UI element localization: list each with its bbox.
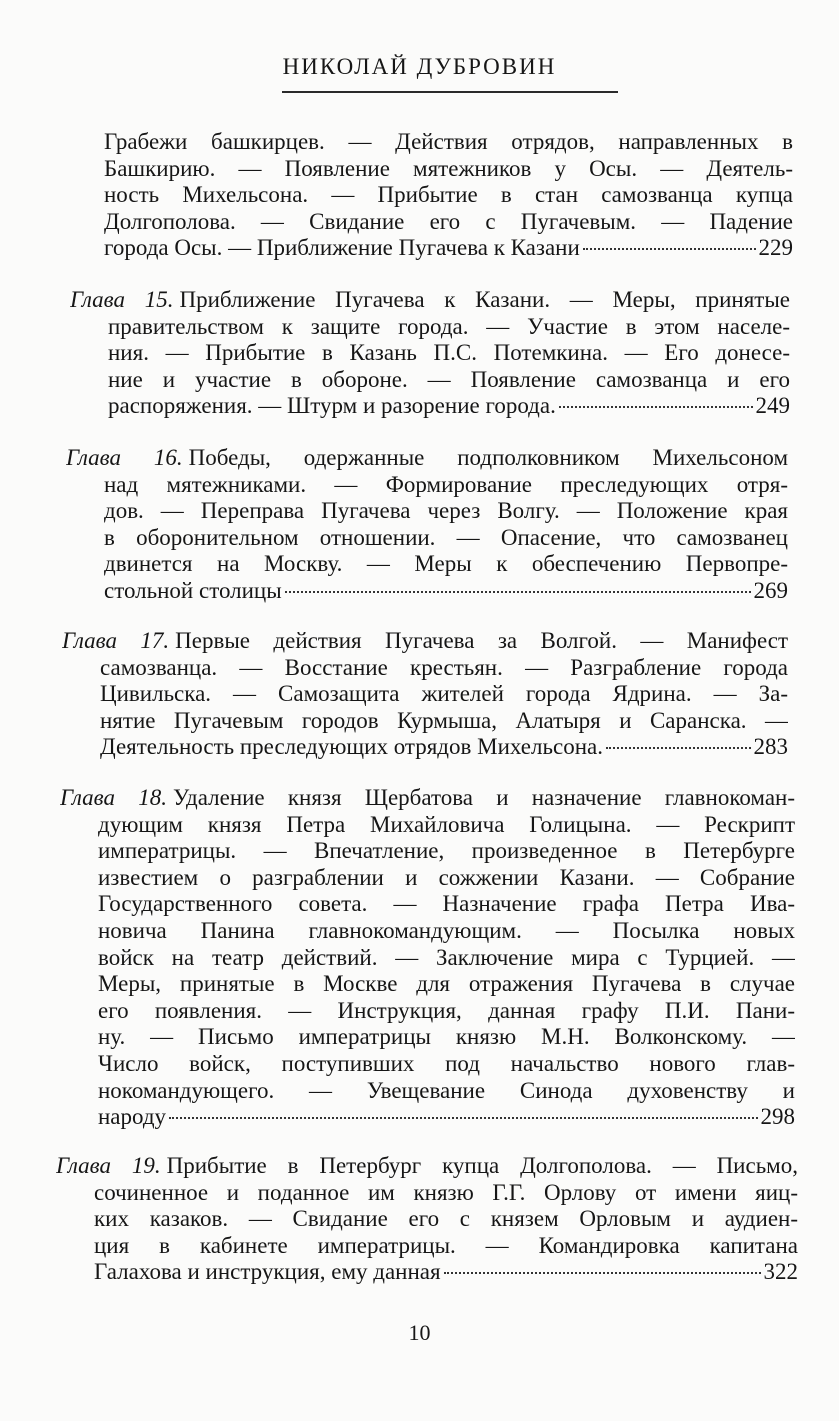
- toc-line-text: двинется на Москву. — Меры к обеспечению Первопре-: [104, 551, 788, 577]
- toc-line: [60, 1078, 795, 1105]
- toc-line-text: войск на театр действий. — Заключение мира с Турцией. —: [98, 944, 795, 970]
- toc-line: [56, 1153, 798, 1180]
- toc-line: [66, 551, 788, 578]
- toc-line: [70, 287, 790, 314]
- toc-line-text: императрицы. — Впечатление, произведенное в Петербурге: [98, 838, 795, 864]
- toc-line: [70, 367, 790, 394]
- toc-page-number: 249: [755, 393, 790, 419]
- toc-line-text: Деятельность преследующих отрядов Михельсона.: [100, 734, 603, 760]
- toc-line: [62, 628, 788, 655]
- toc-line-text: Прибытие в Петербург купца Долгополова. — Письмо,: [166, 1153, 798, 1178]
- toc-line: [66, 498, 788, 525]
- toc-line: [62, 708, 788, 735]
- toc-line: [56, 1259, 798, 1286]
- toc-line-text: Меры, принятые в Москве для отражения Пугачева в случае: [98, 971, 795, 997]
- chapter-label: Глава 17.: [62, 628, 170, 653]
- toc-line: [104, 235, 793, 262]
- toc-line-text: известием о разграблении и сожжении Казани. — Собрание: [98, 864, 795, 890]
- toc-line-text: народу: [98, 1104, 167, 1130]
- toc-line: [60, 918, 795, 945]
- toc-line-text: Государственного совета. — Назначение графа Петра Ива-: [98, 891, 795, 917]
- toc-line-text: новича Панина главнокомандующим. — Посылка новых: [98, 917, 795, 943]
- chapter-label: Глава 19.: [56, 1153, 161, 1178]
- toc-line: [62, 655, 788, 682]
- toc-line-text: над мятежниками. — Формирование преследующих отря-: [104, 471, 788, 497]
- toc-line: [60, 785, 795, 812]
- toc-line: [60, 891, 795, 918]
- toc-line: [60, 998, 795, 1025]
- toc-line: [60, 812, 795, 839]
- toc-line-text: Удаление князя Щербатова и назначение главнокоман-: [172, 785, 795, 810]
- toc-line: [60, 865, 795, 892]
- toc-line: [56, 1180, 798, 1207]
- toc-line-text: дов. — Переправа Пугачева через Волгу. — Положение края: [104, 498, 788, 524]
- toc-line: [70, 393, 790, 420]
- toc-line: [60, 971, 795, 998]
- page-number: 10: [408, 1320, 431, 1345]
- toc-line: [104, 156, 793, 183]
- chapter-label: Глава 15.: [70, 287, 174, 312]
- toc-line-text: Галахова и инструкция, ему данная: [94, 1259, 441, 1285]
- toc-line: [104, 209, 793, 236]
- toc-line: [66, 445, 788, 472]
- toc-page-number: 269: [753, 577, 788, 603]
- toc-line-text: распоряжения. — Штурм и разорение города.: [108, 393, 556, 419]
- chapter-label: Глава 18.: [60, 785, 167, 810]
- dot-leader: [606, 747, 751, 749]
- toc-entry: [60, 785, 795, 1131]
- toc-line-text: Число войск, поступивших под начальство нового глав-: [98, 1050, 795, 1076]
- dot-leader: [444, 1272, 761, 1274]
- toc-page-number: 298: [760, 1104, 795, 1130]
- toc-line: [70, 314, 790, 341]
- toc-line: [60, 1051, 795, 1078]
- toc-line: [66, 525, 788, 552]
- toc-line: [66, 472, 788, 499]
- toc-line-text: ние и участие в обороне. — Появление самозванца и его: [108, 366, 790, 392]
- running-header: НИКОЛАЙ ДУБРОВИН: [282, 54, 557, 79]
- toc-entry: [66, 445, 788, 605]
- toc-line-text: нятие Пугачевым городов Курмыша, Алатыря и Саранска. —: [100, 707, 788, 733]
- toc-line-text: Первые действия Пугачева за Волгой. — Манифест: [175, 628, 788, 653]
- toc-line: [62, 681, 788, 708]
- toc-entry: [70, 287, 790, 420]
- toc-line-text: его появления. — Инструкция, данная графу П.И. Пани-: [98, 997, 795, 1023]
- toc-line: [66, 578, 788, 605]
- toc-line-text: Башкирию. — Появление мятежников у Осы. — Деятель-: [104, 155, 793, 181]
- toc-line: [60, 838, 795, 865]
- toc-line: [60, 1104, 795, 1131]
- toc-line-text: ность Михельсона. — Прибытие в стан самозванца купца: [104, 182, 793, 208]
- toc-line-text: Долгополова. — Свидание его с Пугачевым. — Падение: [104, 208, 793, 234]
- toc-line-text: Грабежи башкирцев. — Действия отрядов, направленных в: [104, 129, 793, 154]
- header-rule: [282, 91, 618, 93]
- toc-line: [62, 734, 788, 761]
- toc-entry: [56, 1153, 798, 1286]
- toc-line: [60, 1024, 795, 1051]
- toc-page-number: 283: [753, 734, 788, 760]
- toc-line-text: стольной столицы: [104, 577, 282, 603]
- toc-line-text: Цивильска. — Самозащита жителей города Ядрина. — За-: [100, 681, 788, 707]
- toc-line-text: Победы, одержанные подполковником Михельсоном: [188, 445, 788, 470]
- toc-entry: [104, 129, 793, 262]
- toc-line-text: самозванца. — Восстание крестьян. — Разграбление города: [100, 654, 788, 680]
- toc-line-text: ну. — Письмо императрицы князю М.Н. Волконскому. —: [98, 1024, 795, 1050]
- toc-line-text: дующим князя Петра Михайловича Голицына. — Рескрипт: [98, 811, 795, 837]
- toc-line-text: правительством к защите города. — Участие в этом населе-: [108, 313, 790, 339]
- dot-leader: [169, 1117, 757, 1119]
- toc-line-text: ких казаков. — Свидание его с князем Орловым и аудиен-: [94, 1206, 798, 1232]
- toc-line-text: города Осы. — Приближение Пугачева к Казани: [104, 235, 580, 261]
- toc-line-text: ния. — Прибытие в Казань П.С. Потемкина. — Его донесе-: [108, 340, 790, 366]
- toc-line: [56, 1206, 798, 1233]
- dot-leader: [285, 591, 751, 593]
- toc-line-text: нокомандующего. — Увещевание Синода духовенству и: [98, 1077, 795, 1103]
- toc-page-number: 229: [758, 235, 793, 261]
- toc-line: [70, 340, 790, 367]
- toc-line-text: Приближение Пугачева к Казани. — Меры, принятые: [179, 287, 790, 312]
- toc-entry: [62, 628, 788, 761]
- dot-leader: [559, 406, 753, 408]
- dot-leader: [583, 248, 756, 250]
- toc-line: [104, 182, 793, 209]
- toc-line-text: в оборонительном отношении. — Опасение, что самозванец: [104, 524, 788, 550]
- chapter-label: Глава 16.: [66, 445, 183, 470]
- toc-page-number: 322: [763, 1259, 798, 1285]
- toc-line: [56, 1233, 798, 1260]
- toc-line-text: сочиненное и поданное им князю Г.Г. Орлову от имени яиц-: [94, 1179, 798, 1205]
- toc-line: [104, 129, 793, 156]
- toc-line-text: ция в кабинете императрицы. — Командировка капитана: [94, 1232, 798, 1258]
- toc-line: [60, 945, 795, 972]
